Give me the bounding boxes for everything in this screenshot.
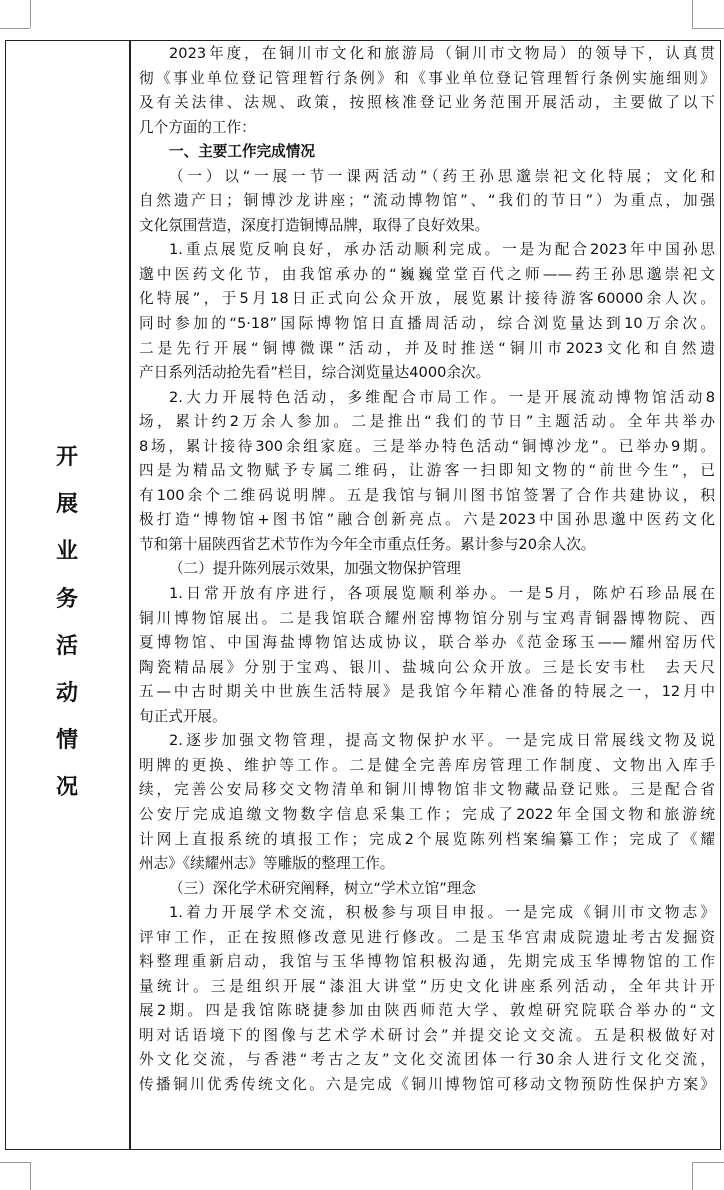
text-line: 四是为精品文物赋予专属二维码，让游客一扫即知文物的“前世今生”，已 xyxy=(139,462,715,480)
crop-mark-bottom-left-h xyxy=(0,1162,30,1163)
section-content-cell xyxy=(139,42,715,1098)
text-line: 评审工作，正在按照修改意见进行修改。二是玉华宫肃成院遗址考古发掘资 xyxy=(139,928,715,946)
crop-mark-top-right-v xyxy=(692,0,693,28)
text-line: 五—中古时期关中世族生活特展》是我馆今年精心准备的特展之一，12月中 xyxy=(139,683,715,701)
text-line: 明对话语境下的图像与艺术学术研讨会”并提交论文交流。五是积极做好对 xyxy=(139,1026,715,1044)
text-line: 有100余个二维码说明牌。五是我馆与铜川图书馆签署了合作共建协议，积 xyxy=(139,486,715,504)
text-line: 及有关法律、法规、政策，按照核准登记业务范围开展活动，主要做了以下 xyxy=(139,94,715,112)
crop-mark-top-right-h xyxy=(692,28,724,29)
text-line: 铜川博物馆展出。二是我馆联合耀州窑博物馆分别与宝鸡青铜器博物院、西 xyxy=(139,609,715,627)
text-line: 展2期。四是我馆陈晓捷参加由陕西师范大学、敦煌研究院联合举办的“文 xyxy=(139,1002,715,1020)
section-label-char: 开 xyxy=(55,444,78,470)
section-label-char: 情 xyxy=(55,727,78,754)
section-label-char: 业 xyxy=(55,538,78,565)
text-line: 1.日常开放有序进行，各项展览顺利举办。一是5月，陈炉石珍品展在 xyxy=(169,585,715,603)
section-label-char: 务 xyxy=(55,585,78,612)
text-line: 同时参加的“5·18”国际博物馆日直播周活动，综合浏览量达到10万余次。 xyxy=(139,315,715,333)
text-line: 1.重点展览反响良好，承办活动顺利完成。一是为配合2023年中国孙思 xyxy=(169,241,715,259)
text-line: 州志》《续耀州志》等雕版的整理工作。 xyxy=(139,855,395,873)
section-heading: 一、主要工作完成情况 xyxy=(169,143,315,161)
text-line: 彻《事业单位登记管理暂行条例》和《事业单位登记管理暂行条例实施细则》 xyxy=(139,69,715,87)
section-label-char: 动 xyxy=(55,680,78,706)
text-line: 场，累计约2万余人参加。二是推出“我们的节日”主题活动。全年共举办 xyxy=(139,413,715,431)
text-line: 1.着力开展学术交流，积极参与项目申报。一是完成《铜川市文物志》 xyxy=(169,904,715,922)
text-line: 公安厅完成追缴文物数字信息采集工作；完成了2022年全国文物和旅游统 xyxy=(139,805,715,823)
text-line: 产日系列活动抢先看”栏目，综合浏览量达4000余次。 xyxy=(139,364,491,382)
crop-mark-bottom-left-v xyxy=(30,1162,31,1190)
text-line: 传播铜川优秀传统文化。六是完成《铜川博物馆可移动文物预防性保护方案》 xyxy=(139,1075,715,1093)
text-line: 自然遗产日；铜博沙龙讲座；“流动博物馆”、“我们的节日”）为重点，加强 xyxy=(139,192,715,210)
text-line: 夏博物馆、中国海盐博物馆达成协议，联合举办《范金琢玉——耀州窑历代 xyxy=(139,634,715,652)
text-line: 外文化交流，与香港“考古之友”文化交流团体一行30余人进行文化交流， xyxy=(139,1051,715,1069)
text-line: 2.大力开展特色活动，多维配合市局工作。一是开展流动博物馆活动8 xyxy=(169,388,715,406)
crop-mark-top-left-h xyxy=(0,28,30,29)
crop-mark-top-left-v xyxy=(30,0,31,28)
crop-mark-bottom-right-h xyxy=(692,1162,724,1163)
text-line: 计网上直报系统的填报工作；完成2个展览陈列档案编纂工作；完成了《耀 xyxy=(139,830,715,848)
text-line: 二是先行开展“铜博微课”活动，并及时推送“铜川市2023文化和自然遗 xyxy=(139,339,715,357)
text-line: 节和第十届陕西省艺术节作为今年全市重点任务。累计参与20余人次。 xyxy=(139,535,596,553)
text-line: 料整理重新启动，我馆与玉华博物馆积极沟通，先期完成玉华博物馆的工作 xyxy=(139,953,715,971)
text-line: 2023年度，在铜川市文化和旅游局（铜川市文物局）的领导下，认真贯 xyxy=(169,45,715,62)
text-line: （二）提升陈列展示效果，加强文物保护管理 xyxy=(169,560,461,578)
section-label-cell xyxy=(5,40,129,1150)
crop-mark-bottom-right-v xyxy=(692,1162,693,1190)
text-line: 旬正式开展。 xyxy=(139,707,227,725)
text-line: 陶瓷精品展》分别于宝鸡、银川、盐城向公众开放。三是长安韦杜 去天尺 xyxy=(139,658,715,676)
text-line: 明牌的更换、维护等工作。二是健全完善库房管理工作制度、文物出入库手 xyxy=(139,756,715,774)
section-label-char: 活 xyxy=(55,632,78,659)
text-line: 邈中医药文化节，由我馆承办的“巍巍堂堂百代之师——药王孙思邈崇祀文 xyxy=(139,265,715,283)
text-line: 化特展”，于5月18日正式向公众开放，展览累计接待游客60000余人次。 xyxy=(139,290,715,308)
section-label-char: 展 xyxy=(55,491,78,518)
text-line: 几个方面的工作： xyxy=(139,118,256,136)
section-label-char: 况 xyxy=(55,774,78,801)
text-line: （一）以“一展一节一课两活动”（药王孙思邈崇祀文化特展；文化和 xyxy=(169,167,715,185)
text-line: 量统计。三是组织开展“漆沮大讲堂”历史文化讲座系列活动，全年共计开 xyxy=(139,977,715,995)
text-line: 极打造“博物馆+图书馆”融合创新亮点。六是2023中国孙思邈中医药文化 xyxy=(139,511,715,529)
text-line: 2.逐步加强文物管理，提高文物保护水平。一是完成日常展线文物及说 xyxy=(169,732,715,750)
text-line: 8场，累计接待300余组家庭。三是举办特色活动“铜博沙龙”。已举办9期。 xyxy=(139,437,715,455)
text-line: 文化氛围营造，深度打造铜博品牌，取得了良好效果。 xyxy=(139,216,490,234)
column-divider xyxy=(129,40,131,1150)
text-line: 续，完善公安局移交文物清单和铜川博物馆非文物藏品登记账。三是配合省 xyxy=(139,781,715,799)
text-line: （三）深化学术研究阐释，树立“学术立馆”理念 xyxy=(169,879,476,897)
